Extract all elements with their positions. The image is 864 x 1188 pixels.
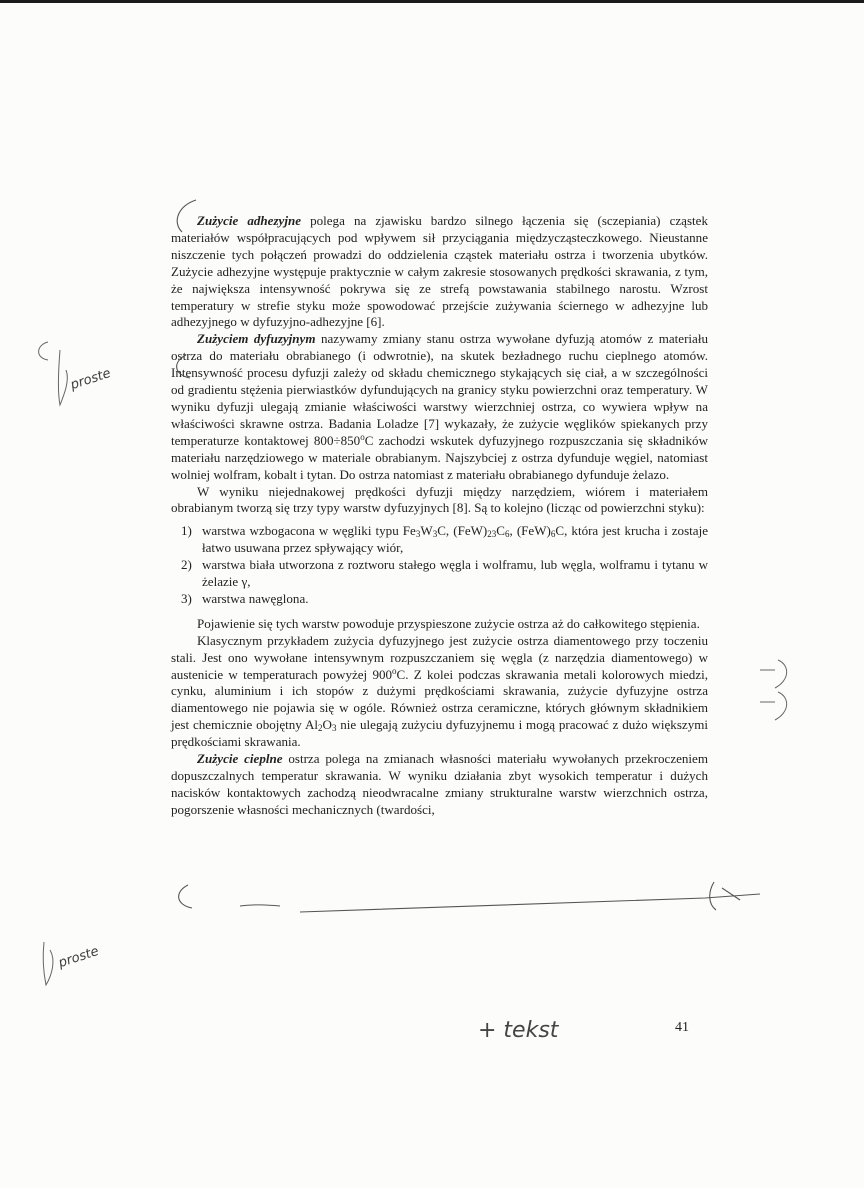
connector-arrow <box>710 882 740 910</box>
margin-scribble <box>43 942 53 985</box>
paragraph-thermal-wear <box>171 751 708 819</box>
list-item <box>171 557 708 591</box>
paragraph-text: O <box>322 717 332 733</box>
connector-line <box>300 894 760 912</box>
subscript: 3 <box>415 529 421 540</box>
term-thermal-wear: Zużycie cieplne <box>197 751 283 767</box>
page-number: 41 <box>675 1020 689 1035</box>
list-text: , (FeW) <box>509 523 551 539</box>
list-text: W <box>420 523 433 539</box>
degree-sign: o <box>392 665 397 676</box>
subscript: 3 <box>432 529 438 540</box>
subscript: 6 <box>504 529 510 540</box>
list-item <box>171 523 708 557</box>
paragraph-text: C. Z kolei podczas skrawania metali kolorowych miedzi, cynku, aluminium i ich stopów z dużymi prędkościami skrawania, zużycie dyfuzyjne ostrza diamentowego nie pojawia się w ogóle. Również ostrza ceramiczne, których głównym składnikiem jest chemicznie obojętny Al <box>171 666 708 733</box>
bottom-handwritten-note: + tekst <box>478 1018 559 1043</box>
paragraph-text: Pojawienie się tych warstw powoduje przyspieszone zużycie ostrza aż do całkowitego stępienia. <box>197 615 700 631</box>
term-diffusion-wear: Zużyciem dyfuzyjnym <box>197 331 316 347</box>
margin-note: proste <box>68 365 113 394</box>
paragraph-accelerated-wear <box>171 616 708 633</box>
paragraph-text: ostrza polega na zmianach własności materiału wywołanych przekroczeniem dopuszczalnych temperatur skrawania. W wyniku działania zbyt wysokich temperatur i dużych nacisków kontaktowych zachodzą nieodwracalne zmiany strukturalne warstw wierzchnich ostrza, pogorszenie własności mechanicznych (twardości, <box>171 751 708 817</box>
paragraph-text: C zachodzi wskutek dyfuzyjnego rozpuszczania się składników materiału narzędziowego w materiale obrabianym. Najszybciej z ostrza dyfunduje węgiel, natomiast wolniej wolfram, kobalt i tytan. Do ostrza natomiast z materiału obrabianego dyfunduje żelazo. <box>171 432 708 482</box>
paragraph-text: nie ulegają zużyciu dyfuzyjnemu i mogą pracować z dużo większymi prędkościami skrawania. <box>171 717 708 750</box>
list-text: warstwa biała utworzona z roztworu stałego węgla i wolframu, lub węgla, wolframu i tytanu w żelazie γ, <box>202 557 708 590</box>
subscript: 23 <box>487 529 497 540</box>
subscript: 3 <box>331 723 337 734</box>
list-text: warstwa wzbogacona w węgliki typu Fe <box>202 523 416 539</box>
list-number: 1) <box>181 523 192 539</box>
paragraph-text: polega na zjawisku bardzo silnego łączenia się (sczepiania) cząstek materiałów współpracujących pod wpływem sił przyciągania międzycząsteczkowego. Nieustanne niszczenie tych połączeń prowadzi do oddzielenia cząstek materiału ostrza i tworzenia ubytków. Zużycie adhezyjne występuje praktycznie w całym zakresie stosowanych prędkości skrawania, z tym, że największa intensywność pokrywa się ze strefą powstawania stabilnego narostu. Wzrost temperatury w strefie styku może spowodować przejście zużywania ściernego w adhezyjne lub adhezyjnego w dyfuzyjno-adhezyjne [6]. <box>171 213 708 330</box>
term-adhesive-wear: Zużycie adhezyjne <box>197 213 302 228</box>
paragraph-text: Klasycznym przykładem zużycia dyfuzyjnego jest zużycie ostrza diamentowego przy toczeniu stali. Jest ono wywołane intensywnym rozpuszczaniem się węgla (z narzędzia diamentowego) w austenicie w temperaturach powyżej 900 <box>171 632 708 682</box>
margin-note: proste <box>56 943 101 972</box>
list-text: C, która jest krucha i zostaje łatwo usuwana przez spływający wiór, <box>202 523 708 556</box>
list-number: 3) <box>181 590 192 606</box>
list-text: C, (FeW) <box>437 523 488 539</box>
list-number: 2) <box>181 557 192 573</box>
subscript: 6 <box>550 529 556 540</box>
margin-mark <box>760 692 787 720</box>
paragraph-diffusion-wear <box>171 331 708 483</box>
margin-mark <box>760 660 787 688</box>
paragraph-text: W wyniku niejednakowej prędkości dyfuzji między narzędziem, wiórem i materiałem obrabianym tworzą się trzy typy warstw dyfuzyjnych [8]. Są to kolejno (licząc od powierzchni styku): <box>171 483 708 516</box>
body-text <box>171 213 708 819</box>
paragraph-adhesive-wear <box>171 213 708 331</box>
paragraph-text: nazywamy zmiany stanu ostrza wywołane dyfuzją atomów z materiału ostrza do materiału obrabianego (i odwrotnie), na skutek bezładnego ruchu cieplnego atomów. Intensywność procesu dyfuzji zależy od składu chemicznego stykających się ciał, a w szczególności od gradientu stężenia pierwiastków dyfundujących na granicy styku powierzchni oraz temperatury. W wyniku dyfuzji ulegają zmianie właściwości warstwy wierzchniej ostrza, co wywiera wpływ na właściwości skrawne ostrza. Badania Loladze [7] wykazały, że zużycie węglików spiekanych przy temperaturze kontaktowej 800÷850 <box>171 331 708 448</box>
margin-scribble <box>39 342 68 405</box>
list-text: C <box>496 523 505 539</box>
subscript: 2 <box>318 723 323 734</box>
paragraph-diffusion-layers <box>171 484 708 518</box>
paragraph-diamond-example <box>171 633 708 751</box>
scan-edge <box>0 0 864 3</box>
list-item <box>171 591 708 608</box>
bracket-mark <box>179 885 192 908</box>
layer-list <box>171 523 708 608</box>
list-text: warstwa nawęglona. <box>202 590 309 606</box>
degree-sign: o <box>360 431 365 442</box>
strike-mark <box>240 905 280 906</box>
